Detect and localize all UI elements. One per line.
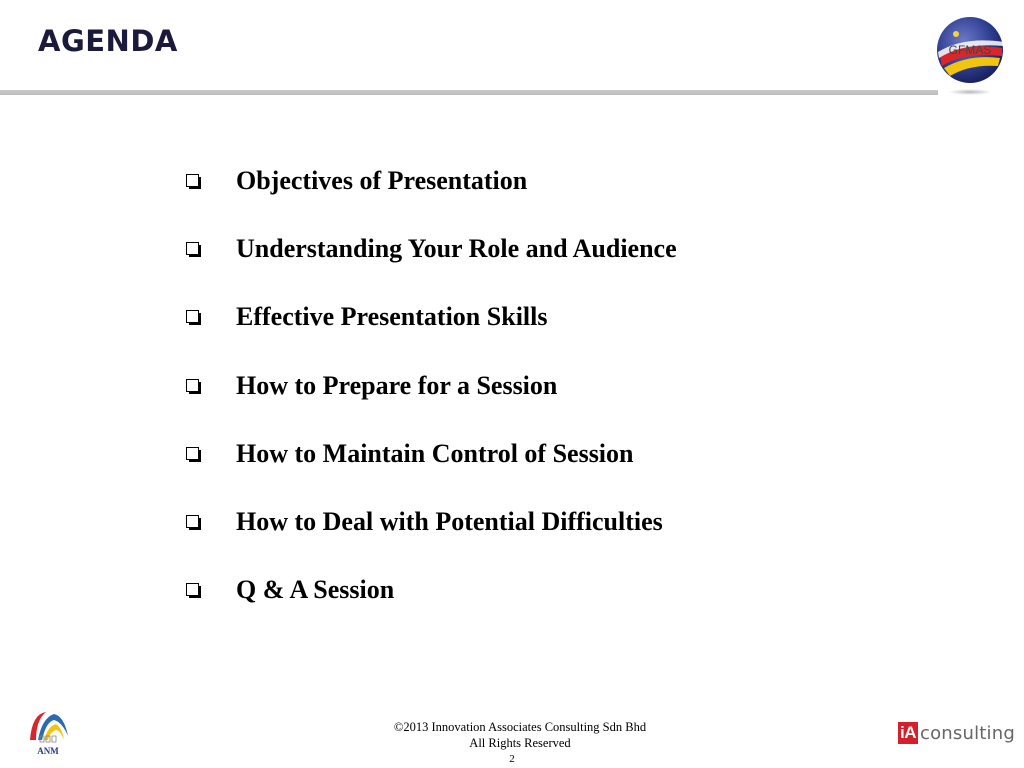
copyright-text: ©2013 Innovation Associates Consulting Sdn Bhd bbox=[393, 720, 647, 734]
agenda-list bbox=[186, 162, 677, 639]
agenda-item-label: Effective Presentation Skills bbox=[236, 302, 548, 332]
agenda-item bbox=[186, 571, 677, 639]
agenda-item bbox=[186, 162, 677, 230]
agenda-item-label: Q & A Session bbox=[236, 575, 395, 605]
ia-consulting-logo bbox=[898, 720, 1015, 746]
svg-text:GFMAS: GFMAS bbox=[948, 43, 992, 57]
agenda-item-label: How to Prepare for a Session bbox=[236, 370, 558, 400]
ia-mark: iA bbox=[900, 723, 916, 742]
checkbox-bullet-icon bbox=[186, 379, 201, 394]
agenda-item bbox=[186, 230, 677, 298]
checkbox-bullet-icon bbox=[186, 583, 201, 598]
agenda-item-label: How to Maintain Control of Session bbox=[236, 438, 634, 468]
checkbox-bullet-icon bbox=[186, 515, 201, 530]
checkbox-bullet-icon bbox=[186, 310, 201, 325]
page-number: 2 bbox=[509, 753, 515, 765]
agenda-item-label: Objectives of Presentation bbox=[236, 166, 528, 195]
agenda-item bbox=[186, 367, 677, 435]
agenda-item-label: Understanding Your Role and Audience bbox=[236, 234, 677, 264]
agenda-item-label: How to Deal with Potential Difficulties bbox=[236, 506, 663, 536]
consulting-wordmark: consulting bbox=[920, 722, 1015, 744]
checkbox-bullet-icon bbox=[186, 242, 201, 257]
checkbox-bullet-icon bbox=[186, 447, 201, 462]
svg-text:ANM: ANM bbox=[37, 746, 59, 756]
gfmas-logo bbox=[934, 12, 1006, 100]
rights-reserved-text: All Rights Reserved bbox=[469, 736, 571, 750]
agenda-item bbox=[186, 503, 677, 571]
agenda-item bbox=[186, 435, 677, 503]
title-divider bbox=[0, 90, 938, 95]
slide-title: AGENDA bbox=[38, 24, 178, 58]
agenda-item bbox=[186, 298, 677, 366]
checkbox-bullet-icon bbox=[186, 174, 201, 189]
